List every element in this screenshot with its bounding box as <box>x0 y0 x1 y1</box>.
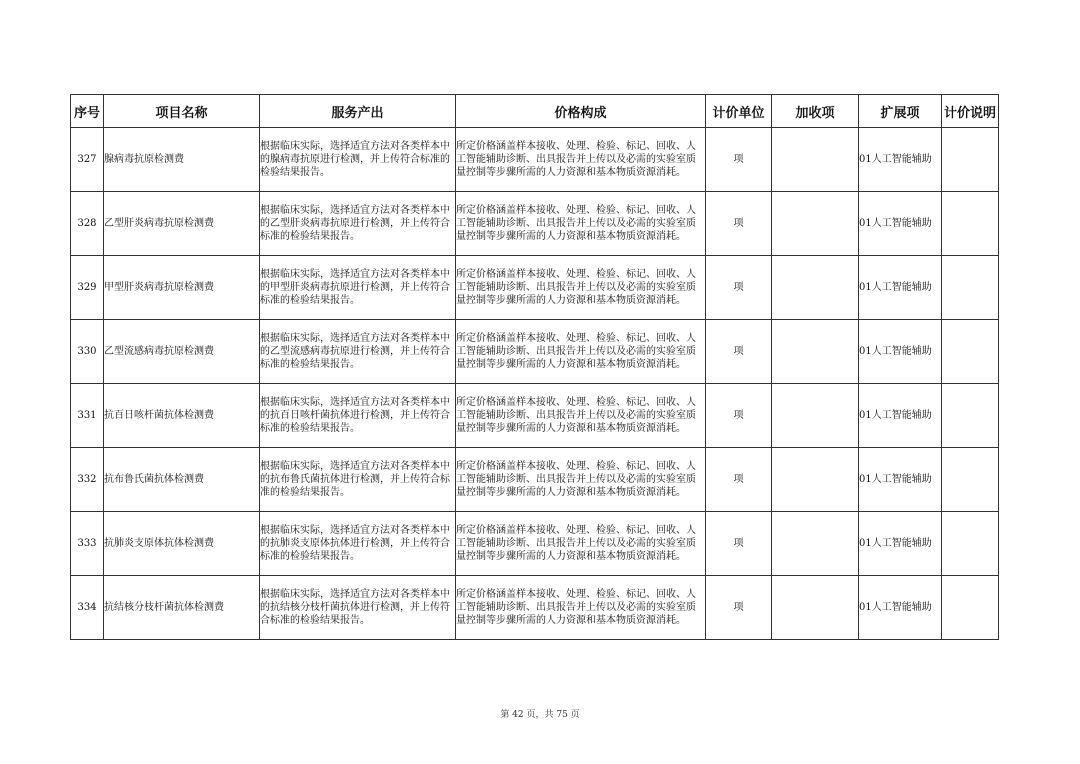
cell-item-name <box>104 512 260 576</box>
cell-extension-text: 01人工智能辅助 <box>859 154 932 165</box>
cell-service-output <box>260 384 456 448</box>
cell-surcharge <box>772 192 859 256</box>
cell-item-name <box>104 384 260 448</box>
cell-seq <box>71 320 104 384</box>
cell-pricing-unit <box>706 256 772 320</box>
cell-price-composition <box>456 448 706 512</box>
fee-table <box>70 94 999 640</box>
cell-service-output <box>260 192 456 256</box>
cell-pricing-unit <box>706 192 772 256</box>
cell-item-name-text: 乙型流感病毒抗原检测费 <box>104 346 214 357</box>
cell-service-output <box>260 448 456 512</box>
cell-item-name-text: 抗百日咳杆菌抗体检测费 <box>104 410 214 421</box>
cell-service-output-text: 根据临床实际，选择适宜方法对各类样本中的抗百日咳杆菌抗体进行检测，并上传符合标准的检验结果报告。 <box>260 397 450 434</box>
header-pricing-unit: 计价单位 <box>706 95 772 128</box>
cell-price-composition <box>456 512 706 576</box>
cell-price-composition-text: 所定价格涵盖样本接收、处理、检验、标记、回收、人工智能辅助诊断、出具报告并上传以及必需的实验室质量控制等步骤所需的人力资源和基本物质资源消耗。 <box>456 397 696 434</box>
cell-surcharge <box>772 320 859 384</box>
cell-seq-text: 327 <box>77 154 97 165</box>
cell-service-output <box>260 512 456 576</box>
cell-item-name <box>104 320 260 384</box>
page-number: 第 42 页，共 75 页 <box>500 710 580 720</box>
cell-pricing-unit-text: 项 <box>733 154 744 165</box>
cell-surcharge <box>772 256 859 320</box>
table-row <box>71 256 999 320</box>
cell-pricing-note <box>942 320 999 384</box>
cell-service-output-text: 根据临床实际，选择适宜方法对各类样本中的乙型肝炎病毒抗原进行检测，并上传符合标准的检验结果报告。 <box>260 205 450 242</box>
cell-service-output-text: 根据临床实际，选择适宜方法对各类样本中的乙型流感病毒抗原进行检测，并上传符合标准的检验结果报告。 <box>260 333 450 370</box>
cell-service-output <box>260 128 456 192</box>
cell-extension <box>859 256 942 320</box>
cell-seq <box>71 512 104 576</box>
cell-price-composition <box>456 576 706 640</box>
table-row <box>71 448 999 512</box>
header-pricing-note: 计价说明 <box>942 95 999 128</box>
cell-seq <box>71 384 104 448</box>
table-header-row <box>71 95 999 128</box>
cell-surcharge <box>772 448 859 512</box>
cell-extension-text: 01人工智能辅助 <box>859 346 932 357</box>
cell-seq-text: 330 <box>77 346 97 357</box>
cell-pricing-note <box>942 512 999 576</box>
cell-service-output <box>260 576 456 640</box>
header-price-composition: 价格构成 <box>456 95 706 128</box>
header-extension: 扩展项 <box>859 95 942 128</box>
cell-service-output <box>260 320 456 384</box>
cell-pricing-note <box>942 384 999 448</box>
cell-price-composition <box>456 192 706 256</box>
cell-service-output-text: 根据临床实际，选择适宜方法对各类样本中的抗结核分枝杆菌抗体进行检测，并上传符合标准的检验结果报告。 <box>260 589 450 626</box>
table-body <box>71 128 999 640</box>
cell-price-composition-text: 所定价格涵盖样本接收、处理、检验、标记、回收、人工智能辅助诊断、出具报告并上传以及必需的实验室质量控制等步骤所需的人力资源和基本物质资源消耗。 <box>456 461 696 498</box>
header-service-output: 服务产出 <box>260 95 456 128</box>
cell-item-name <box>104 448 260 512</box>
cell-extension <box>859 384 942 448</box>
cell-pricing-unit <box>706 384 772 448</box>
cell-item-name-text: 甲型肝炎病毒抗原检测费 <box>104 282 214 293</box>
cell-seq <box>71 448 104 512</box>
cell-price-composition-text: 所定价格涵盖样本接收、处理、检验、标记、回收、人工智能辅助诊断、出具报告并上传以及必需的实验室质量控制等步骤所需的人力资源和基本物质资源消耗。 <box>456 269 696 306</box>
cell-item-name <box>104 128 260 192</box>
cell-extension-text: 01人工智能辅助 <box>859 218 932 229</box>
cell-service-output-text: 根据临床实际，选择适宜方法对各类样本中的抗肺炎支原体抗体进行检测，并上传符合标准的检验结果报告。 <box>260 525 450 562</box>
table-row <box>71 576 999 640</box>
header-surcharge: 加收项 <box>772 95 859 128</box>
cell-item-name-text: 乙型肝炎病毒抗原检测费 <box>104 218 214 229</box>
cell-surcharge <box>772 512 859 576</box>
cell-pricing-unit-text: 项 <box>733 474 744 485</box>
cell-price-composition-text: 所定价格涵盖样本接收、处理、检验、标记、回收、人工智能辅助诊断、出具报告并上传以及必需的实验室质量控制等步骤所需的人力资源和基本物质资源消耗。 <box>456 333 696 370</box>
cell-pricing-note <box>942 128 999 192</box>
cell-pricing-unit <box>706 448 772 512</box>
cell-extension <box>859 576 942 640</box>
header-item-name: 项目名称 <box>104 95 260 128</box>
cell-pricing-note <box>942 576 999 640</box>
cell-seq <box>71 128 104 192</box>
header-seq: 序号 <box>71 95 104 128</box>
cell-extension-text: 01人工智能辅助 <box>859 410 932 421</box>
cell-pricing-unit <box>706 576 772 640</box>
cell-item-name <box>104 256 260 320</box>
cell-seq-text: 333 <box>77 538 97 549</box>
cell-extension <box>859 320 942 384</box>
cell-pricing-unit-text: 项 <box>733 346 744 357</box>
cell-seq <box>71 192 104 256</box>
cell-pricing-note <box>942 256 999 320</box>
cell-pricing-note <box>942 448 999 512</box>
cell-pricing-unit-text: 项 <box>733 282 744 293</box>
cell-seq-text: 331 <box>77 410 97 421</box>
cell-pricing-unit-text: 项 <box>733 218 744 229</box>
cell-price-composition <box>456 256 706 320</box>
cell-price-composition <box>456 384 706 448</box>
cell-item-name <box>104 192 260 256</box>
cell-service-output-text: 根据临床实际，选择适宜方法对各类样本中的甲型肝炎病毒抗原进行检测，并上传符合标准的检验结果报告。 <box>260 269 450 306</box>
cell-pricing-note <box>942 192 999 256</box>
cell-extension <box>859 448 942 512</box>
cell-pricing-unit <box>706 320 772 384</box>
cell-item-name-text: 抗布鲁氏菌抗体检测费 <box>104 474 204 485</box>
cell-item-name <box>104 576 260 640</box>
cell-surcharge <box>772 384 859 448</box>
cell-price-composition <box>456 320 706 384</box>
cell-service-output-text: 根据临床实际，选择适宜方法对各类样本中的抗布鲁氏菌抗体进行检测，并上传符合标准的检验结果报告。 <box>260 461 450 498</box>
cell-pricing-unit-text: 项 <box>733 410 744 421</box>
cell-extension <box>859 512 942 576</box>
cell-extension-text: 01人工智能辅助 <box>859 474 932 485</box>
table-row <box>71 384 999 448</box>
cell-extension <box>859 192 942 256</box>
cell-seq-text: 334 <box>77 602 97 613</box>
table-row <box>71 512 999 576</box>
cell-price-composition-text: 所定价格涵盖样本接收、处理、检验、标记、回收、人工智能辅助诊断、出具报告并上传以及必需的实验室质量控制等步骤所需的人力资源和基本物质资源消耗。 <box>456 589 696 626</box>
cell-price-composition-text: 所定价格涵盖样本接收、处理、检验、标记、回收、人工智能辅助诊断、出具报告并上传以及必需的实验室质量控制等步骤所需的人力资源和基本物质资源消耗。 <box>456 141 696 178</box>
cell-extension-text: 01人工智能辅助 <box>859 602 932 613</box>
cell-surcharge <box>772 128 859 192</box>
cell-pricing-unit <box>706 128 772 192</box>
cell-price-composition-text: 所定价格涵盖样本接收、处理、检验、标记、回收、人工智能辅助诊断、出具报告并上传以及必需的实验室质量控制等步骤所需的人力资源和基本物质资源消耗。 <box>456 205 696 242</box>
cell-service-output <box>260 256 456 320</box>
table-row <box>71 320 999 384</box>
cell-price-composition-text: 所定价格涵盖样本接收、处理、检验、标记、回收、人工智能辅助诊断、出具报告并上传以及必需的实验室质量控制等步骤所需的人力资源和基本物质资源消耗。 <box>456 525 696 562</box>
cell-service-output-text: 根据临床实际，选择适宜方法对各类样本中的腺病毒抗原进行检测，并上传符合标准的检验结果报告。 <box>260 141 450 178</box>
cell-item-name-text: 抗结核分枝杆菌抗体检测费 <box>104 602 224 613</box>
table-row <box>71 192 999 256</box>
cell-seq-text: 329 <box>77 282 97 293</box>
cell-pricing-unit <box>706 512 772 576</box>
cell-pricing-unit-text: 项 <box>733 602 744 613</box>
cell-seq <box>71 256 104 320</box>
cell-item-name-text: 抗肺炎支原体抗体检测费 <box>104 538 214 549</box>
cell-seq <box>71 576 104 640</box>
cell-seq-text: 328 <box>77 218 97 229</box>
cell-pricing-unit-text: 项 <box>733 538 744 549</box>
cell-surcharge <box>772 576 859 640</box>
cell-extension-text: 01人工智能辅助 <box>859 282 932 293</box>
table-row <box>71 128 999 192</box>
cell-price-composition <box>456 128 706 192</box>
cell-extension <box>859 128 942 192</box>
cell-item-name-text: 腺病毒抗原检测费 <box>104 154 184 165</box>
cell-extension-text: 01人工智能辅助 <box>859 538 932 549</box>
cell-seq-text: 332 <box>77 474 97 485</box>
